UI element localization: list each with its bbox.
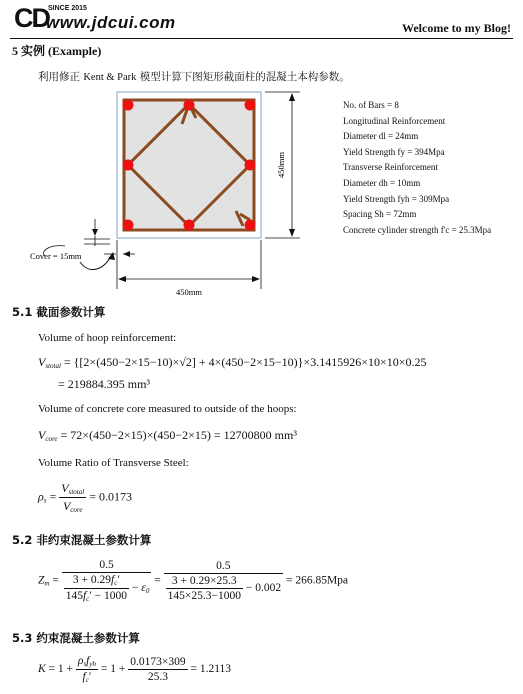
intro-text: 利用修正 Kent & Park 模型计算下图矩形截面柱的混凝土本构参数。 <box>38 71 350 83</box>
dim-label-bottom: 450mm <box>176 287 202 297</box>
param-sh: Spacing Sh = 72mm <box>343 209 417 220</box>
cover-arrow-head <box>92 229 98 236</box>
section-number: 5 <box>12 44 18 58</box>
eq-vcore: $V_{core} = 72\times(450-2\times 15)\times(450-2\times 15) = 12700800$ mm³ <box>38 428 297 443</box>
param-fy: Yield Strength fy = 394Mpa <box>343 146 445 157</box>
rebar-top-mid <box>184 100 195 111</box>
rebar-bottom-mid <box>184 220 195 231</box>
sec51-core-label: Volume of concrete core measured to outside of the hoops: <box>38 403 297 415</box>
param-bars: No. of Bars = 8 <box>343 100 399 110</box>
concrete-core <box>124 100 254 230</box>
param-dh: Diameter dh = 10mm <box>343 177 421 188</box>
cover-mark-arrow <box>123 251 130 257</box>
arrow-down <box>289 229 295 237</box>
sec51-hoop-label: Volume of hoop reinforcement: <box>38 332 177 344</box>
parameter-list <box>343 98 491 238</box>
rebar-top-left <box>123 100 134 111</box>
arrow-right <box>252 276 260 282</box>
eq-k: K = 1 + $\frac{\rho_sf_{yh}}{f_c'}$ = 1 + $\frac{0.0173\times 309}{25.3}$ = 1.2113 <box>38 655 232 684</box>
logo-since: SINCE 2015 <box>48 5 87 12</box>
rebar-mid-left <box>123 160 134 171</box>
sec51-title: 5.1 截面参数计算 <box>12 305 106 319</box>
header-divider <box>10 38 513 39</box>
sec53-title: 5.3 约束混凝土参数计算 <box>12 631 140 645</box>
param-dl: Diameter dl = 24mm <box>343 131 419 142</box>
column-section-diagram <box>0 84 340 299</box>
arrow-left <box>118 276 126 282</box>
param-trans-title: Transverse Reinforcement <box>343 162 438 173</box>
param-fyh: Yield Strength fyh = 309Mpa <box>343 193 450 204</box>
cover-leader-right <box>80 254 112 270</box>
logo-mark: CD <box>14 3 49 33</box>
rebar-mid-right <box>245 160 256 171</box>
section-title-cn: 实例 <box>21 44 46 58</box>
rebar-bottom-right <box>245 220 256 231</box>
eq-vstotal: $V_{stotal} = \{[2\times(450-2\times 15-10)\times√2] + 4\times(450-2\times 15-10)\}\times 3.1415926\times 10\times 10\times 0.25$ <box>38 355 427 370</box>
eq-zm: $Z_m$ = 0.5 $\frac{3 + 0.29f_c'}{145f_c' - 1000}$ − $\varepsilon_0$ = 0.5 $\frac{3 + 0.29\times 25.3}{145\times 25.3-1000}$ − 0.002 = 266.85Mpa <box>38 559 349 603</box>
eq-vstotal-result: = 219884.395 mm³ <box>58 377 151 391</box>
sec51-ratio-label: Volume Ratio of Transverse Steel: <box>38 457 189 469</box>
arrow-up <box>289 93 295 101</box>
dim-label-right: 450mm <box>276 152 286 178</box>
site-url-link[interactable]: www.jdcui.com <box>46 13 176 32</box>
eq-rho-s: $\rho_s$ = $\frac{V_{stotal}}{V_{core}}$ = 0.0173 <box>38 481 132 514</box>
rebar-bottom-left <box>123 220 134 231</box>
param-long-title: Longitudinal Reinforcement <box>343 115 446 126</box>
sec52-title: 5.2 非约束混凝土参数计算 <box>12 533 152 547</box>
welcome-text: Welcome to my Blog! <box>402 21 511 35</box>
cover-leader-arrow <box>108 252 115 260</box>
cover-label: Cover = 15mm <box>30 251 82 261</box>
section-title-en: (Example) <box>48 44 102 58</box>
rebar-top-right <box>245 100 256 111</box>
section-title <box>12 42 101 59</box>
param-fc: Concrete cylinder strength f'c = 25.3Mpa <box>343 224 492 235</box>
